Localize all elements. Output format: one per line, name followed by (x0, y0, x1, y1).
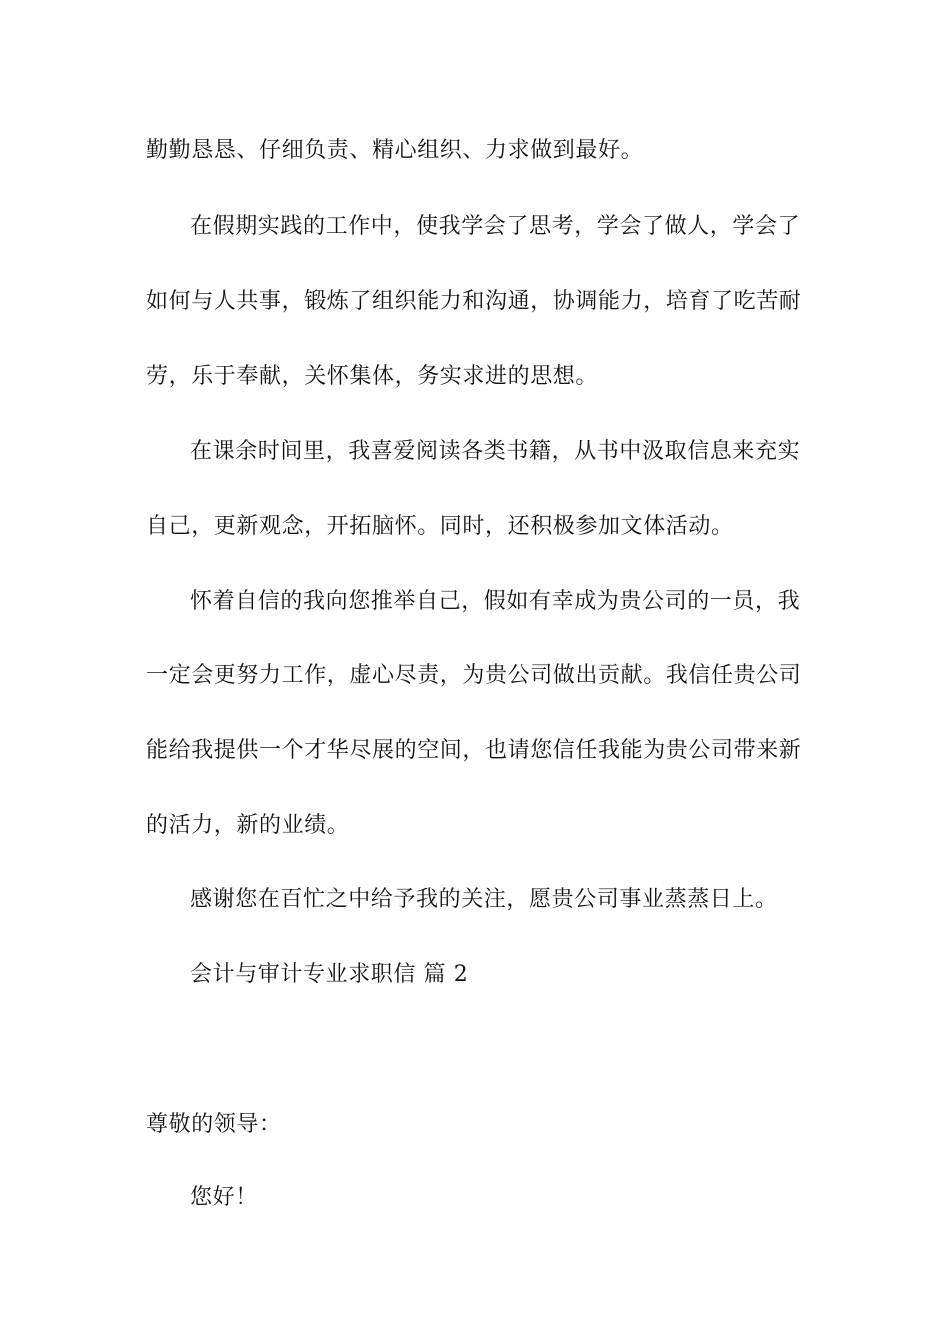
greeting: 您好！ (190, 1185, 258, 1210)
paragraph-start-line: 感谢您在百忙之中给予我的关注，愿贵公司事业蒸蒸日上。 (190, 887, 778, 912)
salutation: 尊敬的领导： (146, 1112, 282, 1137)
text-line: 能给我提供一个才华尽展的空间，也请您信任我能为贵公司带来新 (146, 738, 802, 763)
paragraph-start-line: 怀着自信的我向您推举自己，假如有幸成为贵公司的一员，我 (190, 589, 801, 614)
text-line: 如何与人共事，锻炼了组织能力和沟通，协调能力，培育了吃苦耐 (146, 289, 802, 314)
paragraph-start-line: 在假期实践的工作中，使我学会了思考，学会了做人，学会了 (190, 214, 801, 239)
text-line: 一定会更努力工作，虚心尽责，为贵公司做出贡献。我信任贵公司 (146, 663, 802, 688)
text-line: 劳，乐于奉献，关怀集体，务实求进的思想。 (146, 364, 599, 389)
text-line: 的活力，新的业绩。 (146, 813, 350, 838)
paragraph-start-line: 在课余时间里，我喜爱阅读各类书籍，从书中汲取信息来充实 (190, 439, 801, 464)
text-line: 勤勤恳恳、仔细负责、精心组织、力求做到最好。 (146, 138, 644, 163)
section-heading: 会计与审计专业求职信 篇 2 (190, 962, 469, 987)
text-line: 自己，更新观念，开拓脑怀。同时，还积极参加文体活动。 (146, 514, 734, 539)
